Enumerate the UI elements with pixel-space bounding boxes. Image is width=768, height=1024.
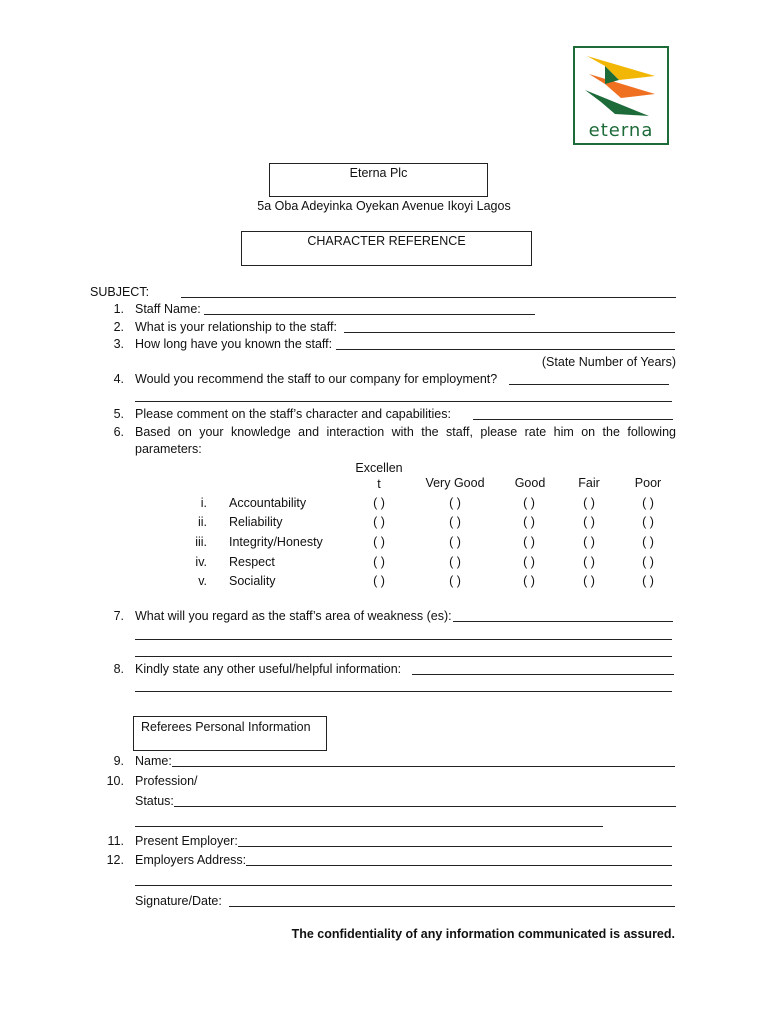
rate-poor[interactable]: ( )	[642, 535, 654, 549]
q10-label-b: Status:	[135, 794, 174, 808]
rate-excellent[interactable]: ( )	[373, 555, 385, 569]
present-employer-field[interactable]	[238, 846, 672, 847]
row-label: Reliability	[229, 515, 283, 529]
q2-label: What is your relationship to the staff:	[135, 320, 337, 334]
subject-label: SUBJECT:	[90, 285, 150, 299]
q6-number: 6.	[113, 425, 124, 439]
row-roman: i.	[200, 496, 207, 510]
row-roman: iii.	[195, 535, 207, 549]
years-known-field[interactable]	[336, 349, 675, 350]
q12-number: 12.	[106, 853, 124, 867]
q11-number: 11.	[107, 834, 124, 848]
rate-very-good[interactable]: ( )	[449, 574, 461, 588]
rate-very-good[interactable]: ( )	[449, 555, 461, 569]
rate-very-good[interactable]: ( )	[449, 515, 461, 529]
employer-address-field[interactable]	[246, 865, 672, 866]
row-label: Respect	[229, 555, 275, 569]
row-label: Integrity/Honesty	[229, 535, 323, 549]
q6-text-line2: parameters:	[135, 442, 202, 456]
sails-logo-icon	[575, 50, 667, 122]
rate-fair[interactable]: ( )	[583, 535, 595, 549]
rate-very-good[interactable]: ( )	[449, 535, 461, 549]
profession-field[interactable]	[174, 806, 676, 807]
rate-excellent[interactable]: ( )	[373, 515, 385, 529]
q7-label: What will you regard as the staff’s area of weakness (es):	[135, 609, 452, 623]
rate-very-good[interactable]: ( )	[449, 496, 461, 510]
q1-number: 1.	[113, 302, 124, 316]
weakness-field[interactable]	[453, 621, 673, 622]
q11-label: Present Employer:	[135, 834, 238, 848]
signature-date-field[interactable]	[229, 906, 675, 907]
relationship-field[interactable]	[344, 332, 675, 333]
employer-address-field-line-2[interactable]	[135, 885, 672, 886]
recommend-field[interactable]	[509, 384, 669, 385]
rate-excellent[interactable]: ( )	[373, 574, 385, 588]
header-poor: Poor	[634, 476, 662, 490]
confidentiality-note: The confidentiality of any information communicated is assured.	[291, 927, 675, 941]
company-name: Eterna Plc	[349, 166, 408, 180]
row-roman: iv.	[195, 555, 207, 569]
signature-label: Signature/Date:	[135, 894, 222, 908]
rate-fair[interactable]: ( )	[583, 496, 595, 510]
weakness-field-line-2[interactable]	[135, 639, 672, 640]
header-good: Good	[514, 476, 546, 490]
q2-number: 2.	[113, 320, 124, 334]
rate-good[interactable]: ( )	[523, 555, 535, 569]
weakness-field-line-3[interactable]	[135, 656, 672, 657]
rate-fair[interactable]: ( )	[583, 515, 595, 529]
referees-heading: Referees Personal Information	[141, 720, 311, 734]
header-very-good: Very Good	[425, 476, 485, 490]
rate-poor[interactable]: ( )	[642, 574, 654, 588]
header-excellent-b: t	[377, 477, 381, 491]
form-title: CHARACTER REFERENCE	[307, 234, 466, 248]
rate-good[interactable]: ( )	[523, 496, 535, 510]
q4-number: 4.	[113, 372, 124, 386]
character-field[interactable]	[473, 419, 673, 420]
rate-excellent[interactable]: ( )	[373, 535, 385, 549]
eterna-logo	[573, 46, 669, 145]
rate-poor[interactable]: ( )	[642, 555, 654, 569]
profession-field-line-2[interactable]	[135, 826, 603, 827]
rate-fair[interactable]: ( )	[583, 574, 595, 588]
other-info-field-line-2[interactable]	[135, 691, 672, 692]
q8-label: Kindly state any other useful/helpful information:	[135, 662, 402, 676]
q3-label: How long have you known the staff:	[135, 337, 333, 351]
header-excellent-a: Excellen	[355, 461, 403, 475]
row-roman: ii.	[197, 515, 207, 529]
logo-wordmark: eterna	[588, 120, 654, 141]
q3-number: 3.	[113, 337, 124, 351]
q9-label: Name:	[135, 754, 172, 768]
q9-number: 9.	[113, 754, 124, 768]
q1-label: Staff Name:	[135, 302, 201, 316]
rate-excellent[interactable]: ( )	[373, 496, 385, 510]
subject-field[interactable]	[181, 297, 676, 298]
rate-poor[interactable]: ( )	[642, 515, 654, 529]
staff-name-field[interactable]	[204, 314, 535, 315]
header-excellent	[349, 460, 409, 492]
q5-label: Please comment on the staff’s character and capabilities:	[135, 407, 451, 421]
rate-good[interactable]: ( )	[523, 535, 535, 549]
rate-good[interactable]: ( )	[523, 515, 535, 529]
q6-text-line1: Based on your knowledge and interaction with the staff, please rate him on the following	[135, 425, 676, 439]
rate-poor[interactable]: ( )	[642, 496, 654, 510]
company-address: 5a Oba Adeyinka Oyekan Avenue Ikoyi Lagos	[257, 199, 511, 213]
row-label: Accountability	[229, 496, 307, 510]
q3-note: (State Number of Years)	[541, 355, 676, 369]
q10-label-a: Profession/	[135, 774, 198, 788]
q8-number: 8.	[113, 662, 124, 676]
rate-good[interactable]: ( )	[523, 574, 535, 588]
q4-label: Would you recommend the staff to our company for employment?	[135, 372, 498, 386]
recommend-field-line-2[interactable]	[135, 401, 672, 402]
other-info-field[interactable]	[412, 674, 674, 675]
q5-number: 5.	[113, 407, 124, 421]
q10-number: 10.	[106, 774, 124, 788]
referee-name-field[interactable]	[172, 766, 675, 767]
q7-number: 7.	[113, 609, 124, 623]
row-label: Sociality	[229, 574, 276, 588]
q12-label: Employers Address:	[135, 853, 247, 867]
header-fair: Fair	[578, 476, 600, 490]
rate-fair[interactable]: ( )	[583, 555, 595, 569]
row-roman: v.	[198, 574, 207, 588]
